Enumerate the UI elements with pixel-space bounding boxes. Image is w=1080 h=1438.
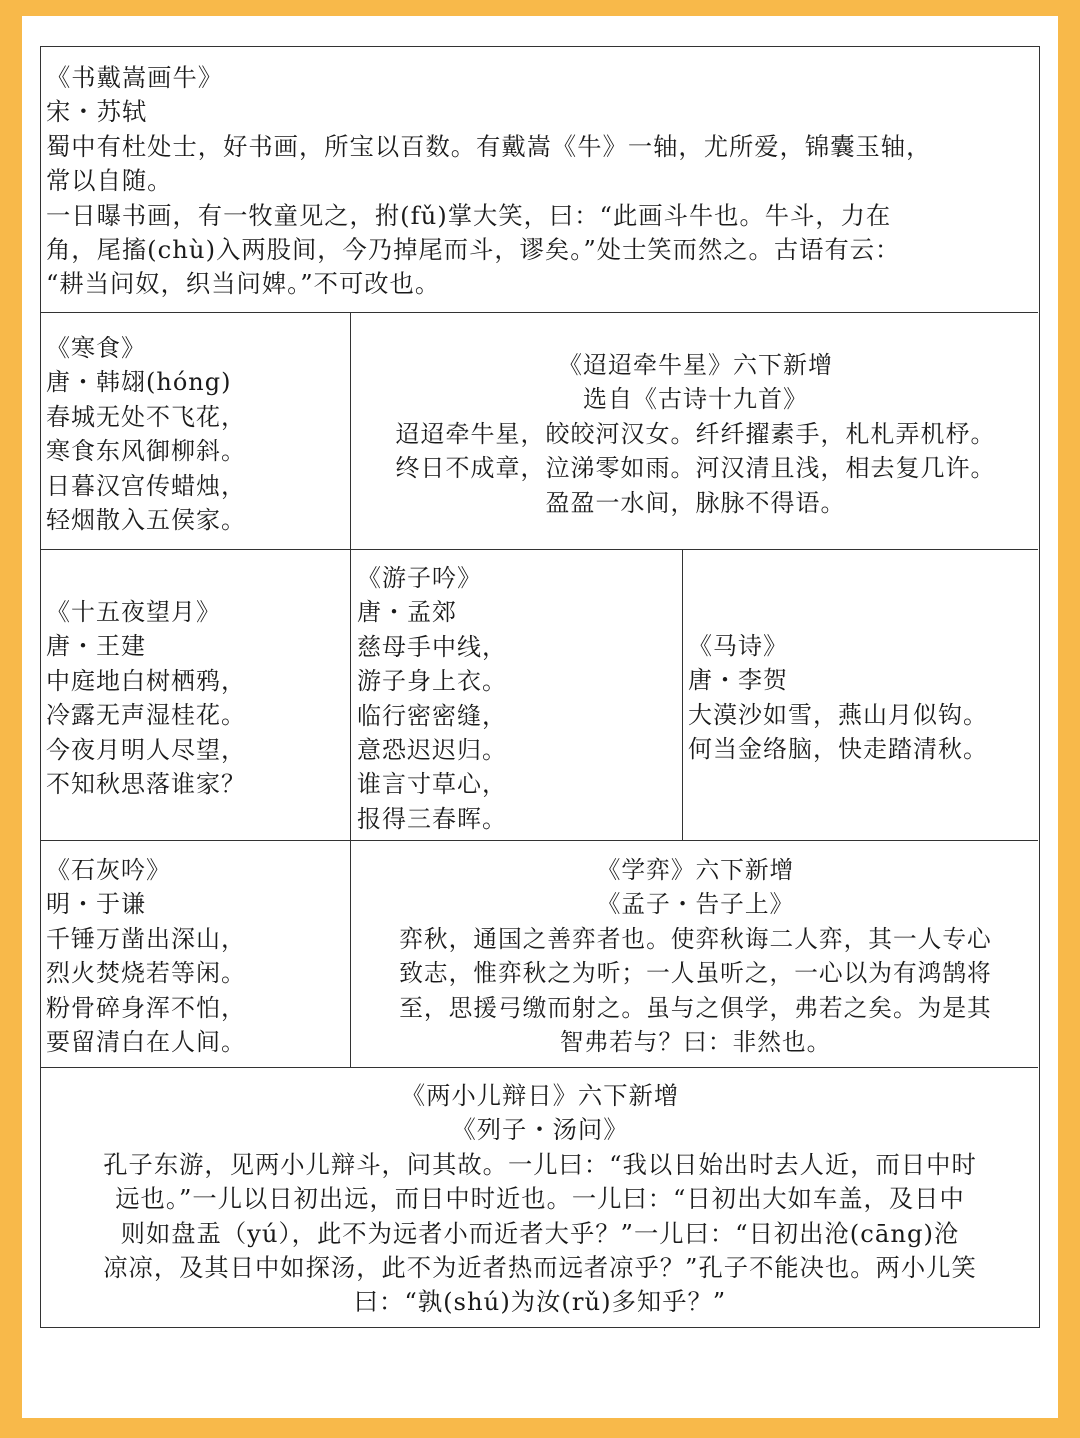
text-line: 曰：“孰(shú)为汝(rǔ)多知乎？” bbox=[353, 1287, 727, 1317]
poem-shu-dai-song-hua-niu bbox=[46, 61, 1036, 302]
text-line: 弈秋，通国之善弈者也。使弈秋诲二人弈，其一人专心 bbox=[399, 924, 992, 953]
poem-title: 《游子吟》 bbox=[357, 564, 482, 592]
column-divider bbox=[682, 549, 683, 840]
poem-line: 寒食东风御柳斜。 bbox=[46, 437, 246, 466]
passage-source: 《列子・汤问》 bbox=[451, 1115, 629, 1145]
passage-title: 《两小儿辩日》六下新增 bbox=[400, 1081, 680, 1110]
poem-title: 《石灰吟》 bbox=[46, 856, 171, 884]
text-line: 智弗若与？曰：非然也。 bbox=[559, 1028, 832, 1057]
passage-title: 《学弈》六下新增 bbox=[596, 856, 795, 884]
poem-line: 大漠沙如雪，燕山月似钩。 bbox=[688, 700, 988, 729]
column-divider bbox=[350, 312, 351, 1067]
poem-author: 宋・苏轼 bbox=[46, 97, 148, 127]
text-line: 常以自随。 bbox=[46, 166, 173, 196]
poem-line: 盈盈一水间，脉脉不得语。 bbox=[545, 488, 846, 517]
poem-han-shi bbox=[46, 331, 346, 537]
poem-line: 中庭地白树栖鸦， bbox=[46, 666, 246, 695]
poem-line: 今夜月明人尽望， bbox=[46, 735, 246, 764]
poem-you-zi-yin bbox=[357, 561, 677, 836]
poem-title: 《迢迢牵牛星》六下新增 bbox=[558, 351, 833, 379]
poem-shi-wu-ye-wang-yue bbox=[46, 595, 346, 801]
row-divider bbox=[41, 840, 1038, 841]
poem-line: 千锤万凿出深山， bbox=[46, 924, 246, 953]
poem-tiao-tiao-qian-niu-xing bbox=[353, 348, 1038, 520]
poem-author: 唐・李贺 bbox=[688, 666, 788, 695]
poem-line: 迢迢牵牛星，皎皎河汉女。纤纤擢素手，札札弄机杼。 bbox=[395, 419, 996, 448]
text-line: 致志，惟弈秋之为听；一人虽听之，一心以为有鸿鹄将 bbox=[399, 959, 992, 988]
poem-title: 《马诗》 bbox=[688, 632, 788, 660]
poem-line: 终日不成章，泣涕零如雨。河汉清且浅，相去复几许。 bbox=[395, 454, 996, 483]
poem-line: 冷露无声湿桂花。 bbox=[46, 701, 246, 730]
text-line: 至，思援弓缴而射之。虽与之俱学，弗若之矣。为是其 bbox=[399, 993, 992, 1022]
poem-title: 《书戴嵩画牛》 bbox=[46, 63, 224, 92]
poem-author: 唐・韩翃(hóng) bbox=[46, 368, 232, 397]
poem-line: 轻烟散入五侯家。 bbox=[46, 506, 246, 535]
poem-line: 粉骨碎身浑不怕， bbox=[46, 993, 246, 1022]
text-line: 蜀中有杜处士，好书画，所宝以百数。有戴嵩《牛》一轴，尤所爱，锦囊玉轴， bbox=[46, 131, 932, 161]
poem-line: 日暮汉宫传蜡烛， bbox=[46, 471, 246, 500]
poem-line: 春城无处不飞花， bbox=[46, 402, 246, 431]
poem-author: 明・于谦 bbox=[46, 890, 146, 919]
passage-liang-xiao-er-bian-ri bbox=[44, 1079, 1036, 1320]
poem-source: 选自《古诗十九首》 bbox=[583, 385, 808, 414]
row-divider bbox=[41, 312, 1038, 313]
row-divider bbox=[41, 549, 1038, 550]
row-divider bbox=[41, 1067, 1038, 1068]
poem-title: 《十五夜望月》 bbox=[46, 598, 221, 626]
poem-line: 临行密密缝， bbox=[357, 701, 507, 730]
text-line: 角，尾搐(chù)入两股间，今乃掉尾而斗，谬矣。”处士笑而然之。古语有云： bbox=[46, 235, 901, 265]
poem-author: 唐・孟郊 bbox=[357, 598, 457, 627]
poem-line: 要留清白在人间。 bbox=[46, 1028, 246, 1057]
text-line: 则如盘盂（yú），此不为远者小而近者大乎？”一儿曰：“日初出沧(cāng)沧 bbox=[120, 1218, 960, 1248]
text-line: “耕当问奴，织当问婢。”不可改也。 bbox=[46, 269, 441, 299]
poem-line: 慈母手中线， bbox=[357, 632, 507, 661]
text-line: 凉凉，及其日中如探汤，此不为近者热而远者凉乎？”孔子不能决也。两小儿笑 bbox=[103, 1253, 977, 1283]
poem-line: 游子身上衣。 bbox=[357, 667, 507, 696]
text-line: 孔子东游，见两小儿辩斗，问其故。一儿曰：“我以日始出时去人近，而日中时 bbox=[103, 1149, 977, 1179]
passage-source: 《孟子・告子上》 bbox=[596, 890, 795, 919]
poem-line: 不知秋思落谁家？ bbox=[46, 770, 246, 799]
text-line: 远也。”一儿以日初出远，而日中时近也。一儿曰：“日初出大如车盖，及日中 bbox=[115, 1184, 965, 1214]
poem-title: 《寒食》 bbox=[46, 334, 146, 362]
text-line: 一日曝书画，有一牧童见之，拊(fǔ)掌大笑，曰：“此画斗牛也。牛斗，力在 bbox=[46, 200, 892, 230]
poem-shi-hui-yin bbox=[46, 853, 346, 1059]
passage-xue-yi bbox=[353, 853, 1038, 1059]
poem-ma-shi bbox=[688, 629, 1036, 767]
poem-author: 唐・王建 bbox=[46, 632, 146, 661]
poem-table bbox=[40, 46, 1040, 1328]
poem-line: 意恐迟迟归。 bbox=[357, 736, 507, 765]
poem-line: 烈火焚烧若等闲。 bbox=[46, 959, 246, 988]
poem-line: 报得三春晖。 bbox=[357, 804, 507, 833]
poem-line: 谁言寸草心， bbox=[357, 770, 507, 799]
poem-line: 何当金络脑，快走踏清秋。 bbox=[688, 735, 988, 764]
